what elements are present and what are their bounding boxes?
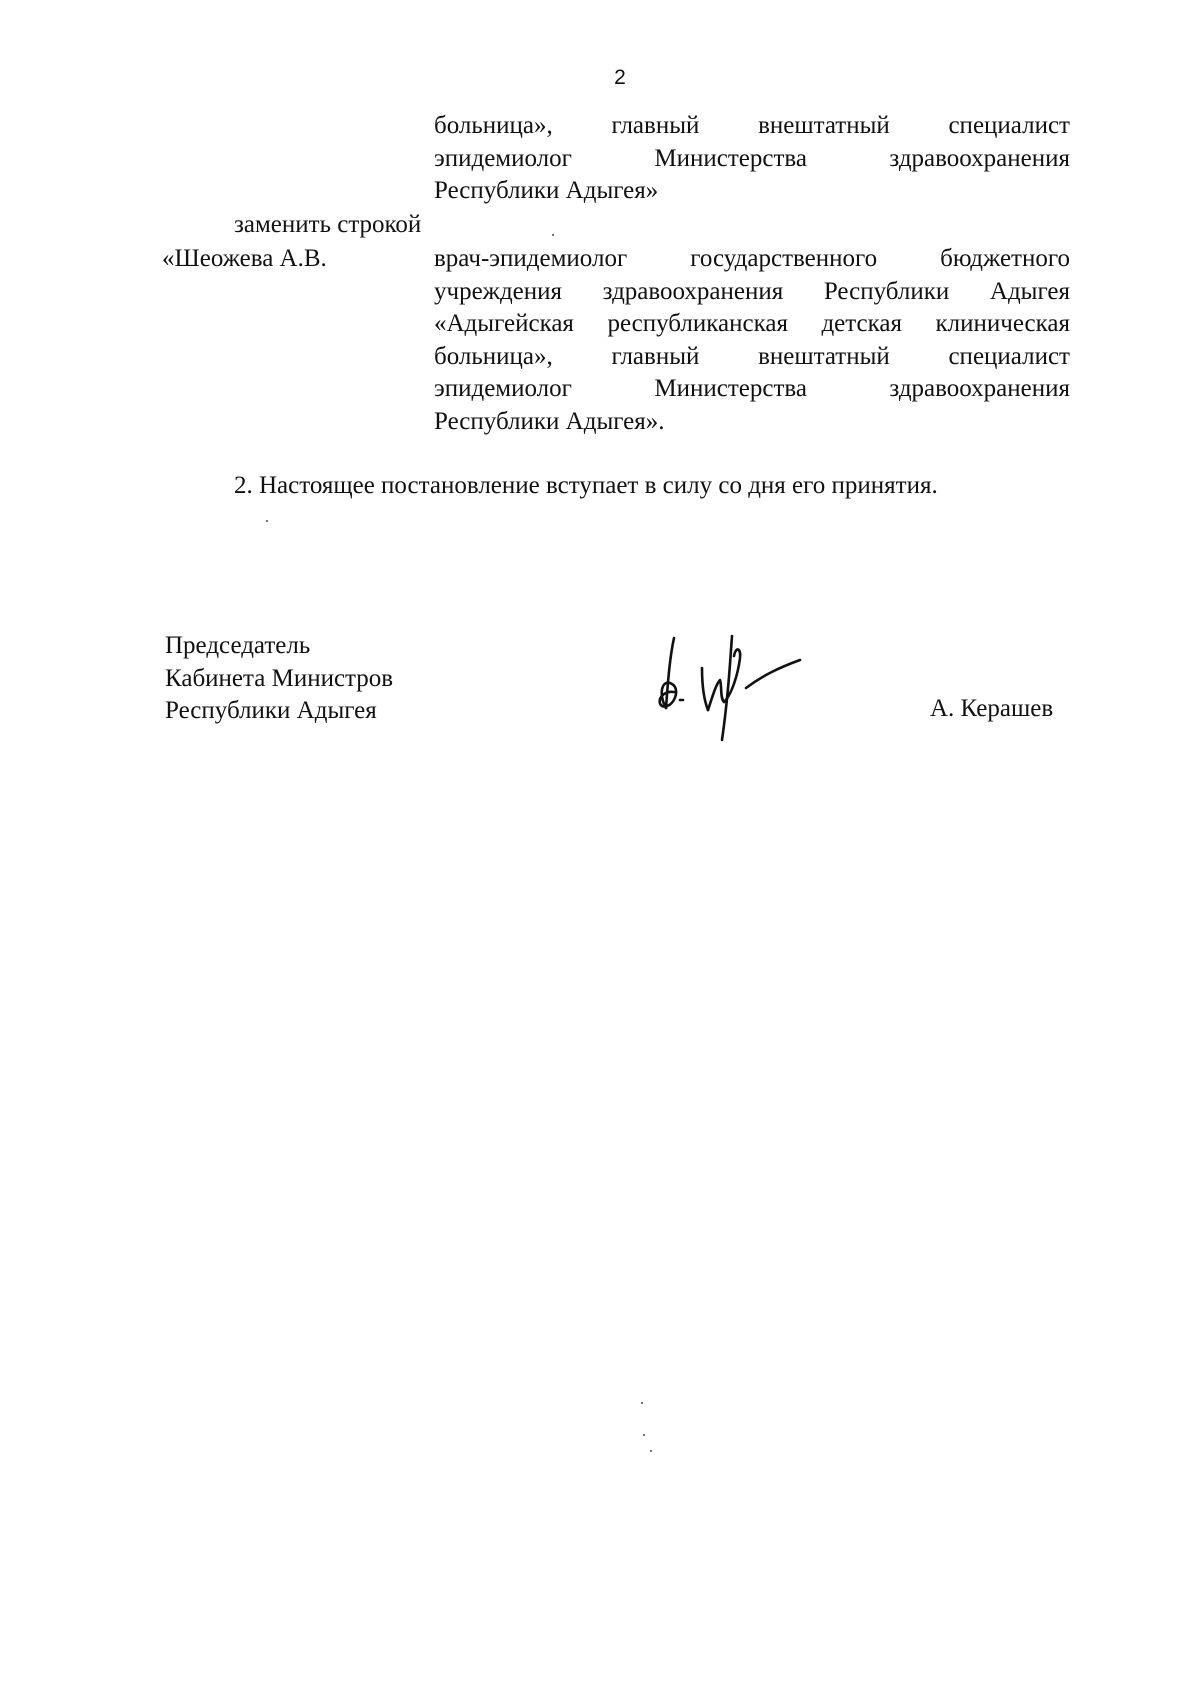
entry-position-line: Республики Адыгея». — [434, 407, 665, 435]
scan-speck — [641, 1402, 643, 1404]
signatory-title-line: Председатель — [165, 632, 311, 659]
entry-position-line: врач-эпидемиолог государственного бюджетного — [434, 245, 1070, 272]
previous-entry-fragment — [434, 110, 1070, 208]
scan-speck — [266, 520, 268, 522]
signatory-title — [165, 630, 393, 728]
signatory-name: А. Керашев — [930, 695, 1054, 722]
replace-label: заменить строкой — [234, 211, 422, 238]
scan-speck — [650, 1450, 652, 1452]
fragment-line: эпидемиолог Министерства здравоохранения — [434, 144, 1070, 172]
scan-speck — [643, 1434, 645, 1436]
page-number: 2 — [614, 66, 626, 89]
clause-2: 2. Настоящее постановление вступает в силу со дня его принятия. — [234, 472, 938, 499]
entry-position-line: учреждения здравоохранения Республики Адыгея — [434, 277, 1070, 305]
entry-position — [434, 243, 1070, 438]
signatory-title-line: Республики Адыгея — [165, 697, 377, 724]
entry-position-line: эпидемиолог Министерства здравоохранения — [434, 375, 1070, 402]
signatory-title-line: Кабинета Министров — [165, 664, 394, 692]
fragment-line: больница», главный внештатный специалист — [434, 112, 1070, 139]
entry-name: «Шеожева А.В. — [162, 245, 327, 272]
entry-position-line: больница», главный внештатный специалист — [434, 342, 1070, 370]
handwritten-signature — [650, 628, 830, 744]
scan-speck — [552, 234, 554, 236]
fragment-line: Республики Адыгея» — [434, 177, 659, 204]
entry-position-line: «Адыгейская республиканская детская клиническая — [434, 310, 1070, 337]
